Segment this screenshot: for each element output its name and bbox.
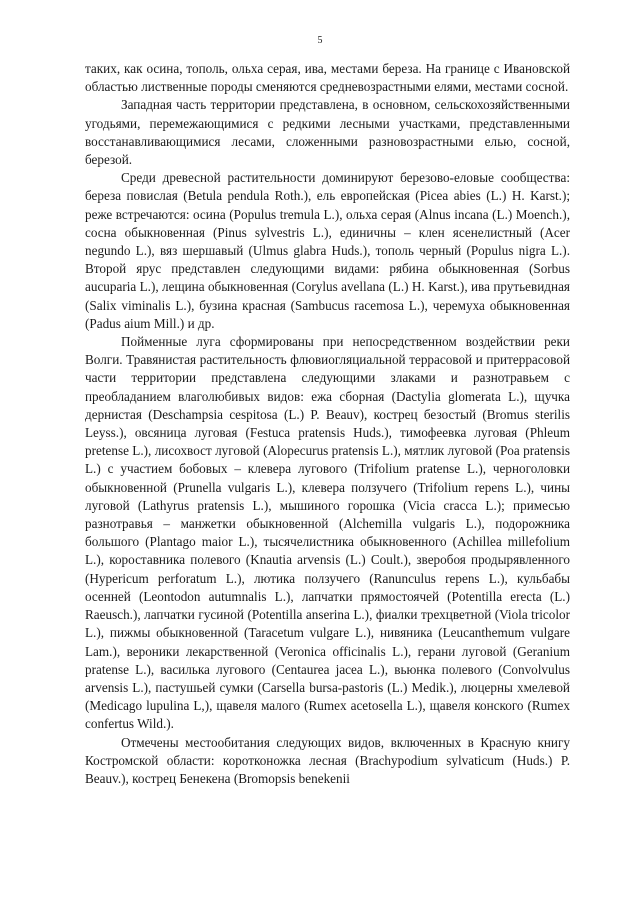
paragraph-western-part: Западная часть территории представлена, в основном, сельскохозяйственными угодьями, перемежающимися с редкими лесными участками, представленными восстанавливающимися лесами, сложенными разновозрастными елью, сосной, березой. [85,97,570,168]
paragraph-tree-vegetation: Среди древесной растительности доминируют березово-еловые сообщества: береза повислая (Betula pendula Roth.), ель европейская (Picea abies (L.) H. Karst.); реже встречаются: осина (Populus tremula L.), ольха серая (Alnus incana (L.) Moench.), сосна обыкновенная (Pinus sylvestris L.), единичны – клен ясенелистный (Acer negundo L.), вяз шершавый (Ulmus glabra Huds.), тополь черный (Populus nigra L.). Второй ярус представлен следующими видами: рябина обыкновенная (Sorbus aucuparia L.), лещина обыкновенная (Corylus avellana (L.) H. Karst.), ива прутьевидная (Salix viminalis L.), бузина красная (Sambucus racemosa L.), черемуха обыкновенная (Padus aium Mill.) и др. [85,170,570,331]
paragraph-floodplain-meadows: Пойменные луга сформированы при непосредственном воздействии реки Волги. Травянистая растительность флювиогляциальной террасовой и притеррасовой части территории представлена следующими злаками и разнотравьем с преобладанием влаголюбивых видов: ежа сборная (Dactylia glomerata L.), щучка дернистая (Deschampsia cespitosa (L.) P. Beauv), кострец безостый (Bromus sterilis Leyss.), овсяница луговая (Festuca pratensis Huds.), тимофеевка луговая (Phleum pretense L.), лисохвост луговой (Alopecurus pratensis L.), мятлик луговой (Poa pratensis L.) с участием бобовых – клевера лугового (Trifolium pratense L.), черноголовки обыкновенной (Prunella vulgaris L.), клевера ползучего (Trifolium repens L.), чины луговой (Lathyrus pratensis L.), мышиного горошка (Vicia cracca L.); примесью разнотравья – манжетки обыкновенной (Alchemilla vulgaris L.), подорожника большого (Plantago maior L.), тысячелистника обыкновенного (Achillea millefolium L.), короставника полевого (Knautia arvensis (L.) Coult.), зверобоя продырявленного (Hypericum perforatum L.), лютика ползучего (Ranunculus repens L.), кульбабы осенней (Leontodon autumnalis L.), лапчатки прямостоячей (Potentilla erecta (L.) Raeusch.), лапчатки гусиной (Potentilla anserina L.), фиалки трехцветной (Viola tricolor L.), пижмы обыкновенной (Taracetum vulgare L.), нивяника (Leucanthemum vulgare Lam.), вероники лекарственной (Veronica officinalis L.), герани луговой (Geranium pratense L.), василька лугового (Centaurea jacea L.), вьюнка полевого (Convolvulus arvensis L.), пастушьей сумки (Carsella bursa-pastoris (L.) Medik.), люцерны хмелевой (Medicago lupulina L,), щавеля малого (Rumex acetosella L.), щавеля конского (Rumex confertus Wild.). [85,334,570,732]
paragraph-red-book-species: Отмечены местообитания следующих видов, включенных в Красную книгу Костромской области: коротконожка лесная (Brachypodium sylvaticum (Huds.) P. Beauv.), кострец Бенекена (Bromopsis benekenii [85,734,570,786]
page-number: 5 [317,35,323,46]
paragraph-continued: таких, как осина, тополь, ольха серая, ива, местами береза. На границе с Ивановской областью лиственные породы сменяются средневозрастными елями, местами сосной. [85,61,570,95]
body-text [85,60,570,788]
